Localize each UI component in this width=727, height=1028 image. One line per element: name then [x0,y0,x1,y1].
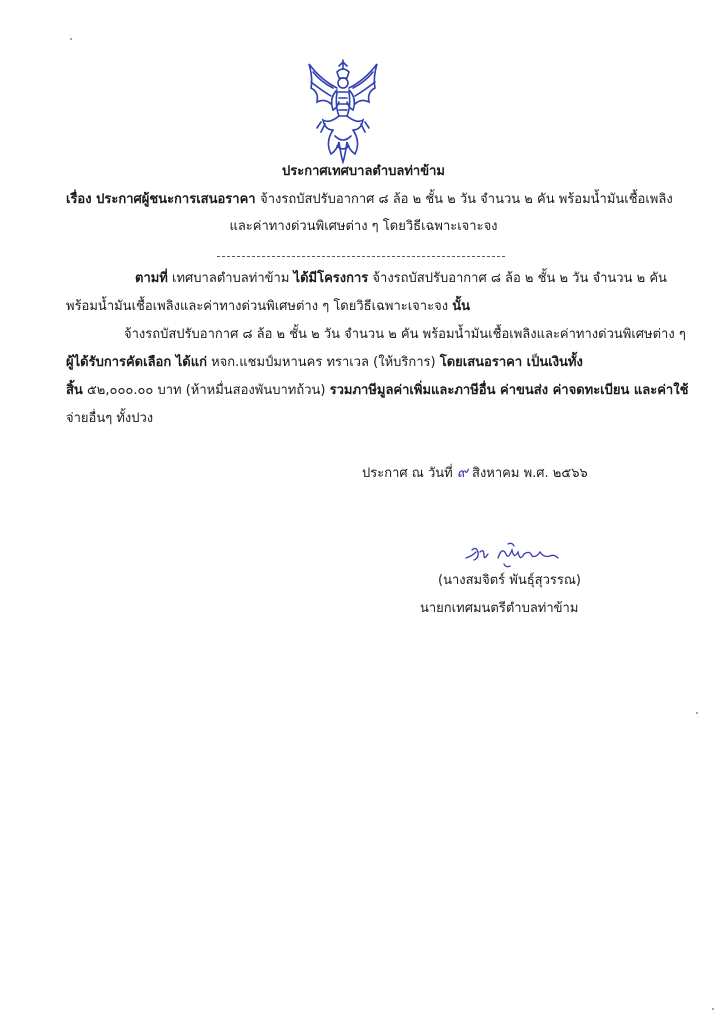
scan-speck [70,38,72,40]
date-prefix: ประกาศ ณ วันที่ [362,466,453,481]
subject-text-1: จ้างรถบัสปรับอากาศ ๘ ล้อ ๒ ชั้น ๒ วัน จำนวน ๒ คัน พร้อมน้ำมันเชื้อเพลิง [260,192,673,207]
signer-name: (นางสมจิตร์ พันธุ์สุวรรณ) [438,573,582,588]
body-bold-text: ผู้ได้รับการคัดเลือก ได้แก่ [66,355,207,370]
contractor-name: หจก.แชมป์มหานคร ทราเวล (ให้บริการ) [211,355,436,370]
announcement-date [362,463,588,483]
scan-speck [712,1008,714,1010]
document-title: ประกาศเทศบาลตำบลท่าข้าม [281,164,445,179]
scan-speck [696,712,698,714]
body-text: พร้อมน้ำมันเชื้อเพลิงและค่าทางด่วนพิเศษต่าง ๆ โดยวิธีเฉพาะเจาะจง [66,299,449,314]
subject-line-1 [66,191,673,209]
subject-label: เรื่อง ประกาศผู้ชนะการเสนอราคา [66,192,256,207]
body-bold-text: ตามที่ [135,271,168,286]
garuda-emblem [303,58,383,166]
body-text: เทศบาลตำบลท่าข้าม [172,271,290,286]
body-bold-text: โดยเสนอราคา เป็นเงินทั้ง [439,355,583,370]
body-bold-text: นั้น [452,299,470,314]
body-bold-text: รวมภาษีมูลค่าเพิ่มและภาษีอื่น ค่าขนส่ง ค่าจดทะเบียน และค่าใช้ [329,383,689,398]
body-bold-text: ได้มีโครงการ [293,271,369,286]
body-line-5 [66,382,688,400]
body-line-3: จ้างรถบัสปรับอากาศ ๘ ล้อ ๒ ชั้น ๒ วัน จำนวน ๒ คัน พร้อมน้ำมันเชื้อเพลิงและค่าทางด่วนพิเศษต่าง ๆ [124,327,686,342]
signer-position: นายกเทศมนตรีตำบลท่าข้าม [420,601,579,616]
body-line-2 [66,298,470,316]
handwritten-day: ๙ [456,463,468,481]
handwritten-signature [462,540,562,570]
body-line-1 [135,270,667,288]
body-bold-text: สิ้น [66,383,83,398]
body-text: จ้างรถบัสปรับอากาศ ๘ ล้อ ๒ ชั้น ๒ วัน จำนวน ๒ คัน [372,271,667,286]
divider [217,256,505,257]
body-line-6: จ่ายอื่นๆ ทั้งปวง [66,411,154,426]
date-suffix: สิงหาคม พ.ศ. ๒๕๖๖ [472,466,588,481]
amount-text: ๕๒,๐๐๐.๐๐ บาท (ห้าหมื่นสองพันบาทถ้วน) [86,383,326,398]
body-line-4 [66,354,583,372]
subject-line-2: และค่าทางด่วนพิเศษต่าง ๆ โดยวิธีเฉพาะเจาะจง [229,219,498,234]
